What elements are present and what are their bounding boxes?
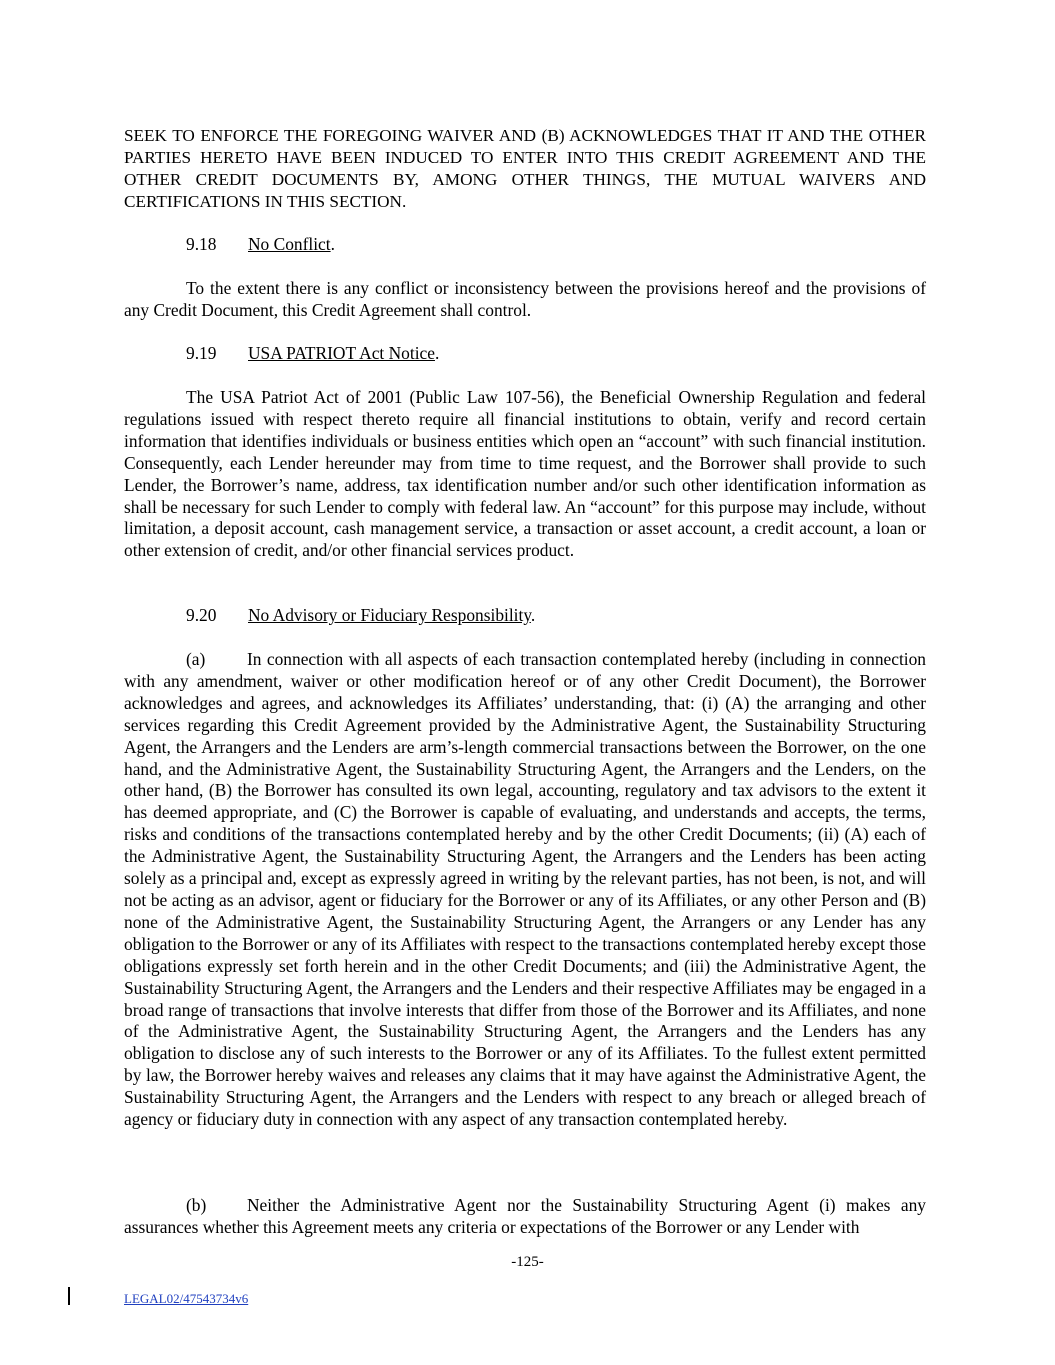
section-heading-9-19: 9.19 USA PATRIOT Act Notice. [186,343,440,363]
section-heading-9-20: 9.20 No Advisory or Fiduciary Responsibility. [186,605,536,625]
subsection-b-paragraph [124,1195,926,1239]
section-9-19-body: The USA Patriot Act of 2001 (Public Law 107-56), the Beneficial Ownership Regulation and federal regulations issued with respect thereto require all financial institutions to obtain, verify and record certain information that identifies individuals or business entities which open an “account” with such financial institution. Consequently, each Lender hereunder may from time to time request, and the Borrower shall provide to such Lender, the Borrower’s name, address, tax identification number and/or such other identification information as shall be necessary for such Lender to comply with federal law. An “account” for this purpose may include, without limitation, a deposit account, cash management service, a transaction or asset account, a credit account, a loan or other extension of credit, and/or other financial services product. [124,387,926,561]
section-number: 9.19 [186,343,217,363]
section-9-18-body: To the extent there is any conflict or inconsistency between the provisions hereof and the provisions of any Credit Document, this Credit Agreement shall control. [124,278,926,320]
revision-bar [68,1287,70,1305]
section-heading-9-18: 9.18 No Conflict. [186,234,335,254]
section-title: USA PATRIOT Act Notice [248,343,435,363]
subsection-text: In connection with all aspects of each transaction contemplated hereby (including in connection with any amendment, waiver or other modification hereof or of any other Credit Document), the Borrower acknowledges and agrees, and acknowledges its Affiliates’ understanding, that: (i) (A) the arranging and other services regarding this Credit Agreement provided by the Administrative Agent, the Sustainability Structuring Agent, the Arrangers and the Lenders are arm’s-length commercial transactions between the Borrower, on the one hand, and the Administrative Agent, the Sustainability Structuring Agent, the Arrangers and the Lenders, on the other hand, (B) the Borrower has consulted its own legal, accounting, regulatory and tax advisors to the extent it has deemed appropriate, and (C) the Borrower is capable of evaluating, and understands and accepts, the terms, risks and conditions of the transactions contemplated hereby and by the other Credit Documents; (ii) (A) each of the Administrative Agent, the Sustainability Structuring Agent, the Arrangers and the Lenders has been acting solely as a principal and, except as expressly agreed in writing by the relevant parties, has not been, is not, and will not be acting as an advisor, agent or fiduciary for the Borrower or any of its Affiliates, or any other Person and (B) none of the Administrative Agent, the Sustainability Structuring Agent, the Arrangers or any Lender has any obligation to the Borrower or any of its Affiliates with respect to the transactions contemplated hereby except those obligations expressly set forth herein and in the other Credit Documents; and (iii) the Administrative Agent, the Sustainability Structuring Agent, the Arrangers and the Lenders and their respective Affiliates may be engaged in a broad range of transactions that involve interests that differ from those of the Borrower and its Affiliates, and none of the Administrative Agent, the Sustainability Structuring Agent, the Arrangers and the Lenders has any obligation to disclose any of such interests to the Borrower or any of its Affiliates. To the fullest extent permitted by law, the Borrower hereby waives and releases any claims that it may have against the Administrative Agent, the Sustainability Structuring Agent, the Arrangers and the Lenders with respect to any breach or alleged breach of agency or fiduciary duty in connection with any aspect of any transaction contemplated hereby. [124,649,926,1130]
subsection-label: (a) [186,649,206,669]
section-title: No Advisory or Fiduciary Responsibility [248,605,531,625]
section-number: 9.20 [186,605,217,625]
section-number: 9.18 [186,234,217,254]
page-number: -125- [511,1254,544,1270]
section-title: No Conflict [248,234,331,254]
subsection-label: (b) [186,1195,207,1215]
subsection-text: Neither the Administrative Agent nor the Sustainability Structuring Agent (i) makes any assurances whether this Agreement meets any criteria or expectations of the Borrower or any Lender with [124,1195,926,1237]
subsection-a-paragraph [124,649,926,1131]
footer-document-id[interactable]: LEGAL02/47543734v6 [124,1291,249,1306]
waiver-caps-paragraph: SEEK TO ENFORCE THE FOREGOING WAIVER AND (B) ACKNOWLEDGES THAT IT AND THE OTHER PARTIES HERETO HAVE BEEN INDUCED TO ENTER INTO THIS CREDIT AGREEMENT AND THE OTHER CREDIT DOCUMENTS BY, AMONG OTHER THINGS, THE MUTUAL WAIVERS AND CERTIFICATIONS IN THIS SECTION. [124,126,926,211]
